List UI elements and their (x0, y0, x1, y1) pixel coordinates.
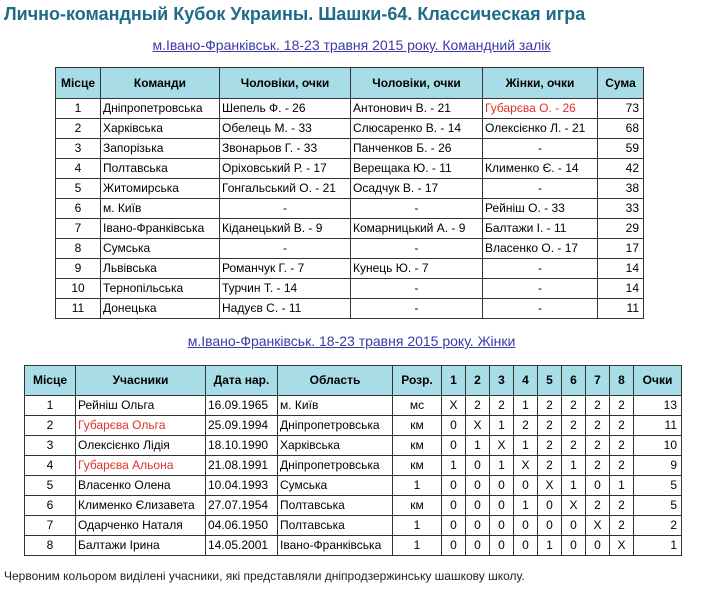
place-cell: 5 (25, 476, 76, 496)
game-result-cell: 0 (490, 516, 514, 536)
game-result-cell: X (562, 496, 586, 516)
page-title: Лично-командный Кубок Украины. Шашки-64. Классическая игра (4, 4, 586, 24)
dob-cell: 04.06.1950 (206, 516, 278, 536)
game-result-cell: 2 (514, 416, 538, 436)
game-result-cell: 0 (442, 436, 466, 456)
rank-cell: 1 (393, 536, 442, 556)
women-standings-link[interactable]: м.Івано-Франківськ. 18-23 травня 2015 року. Жінки (187, 333, 516, 349)
game-result-cell: 2 (586, 396, 610, 416)
game-result-cell: 0 (514, 516, 538, 536)
game-result-cell: 1 (538, 536, 562, 556)
men2-cell: Антонович В. - 21 (351, 99, 483, 119)
men1-cell: Звонарьов Г. - 33 (220, 139, 351, 159)
team-cell: Дніпропетровська (101, 99, 220, 119)
table-row (25, 536, 682, 556)
game-result-cell: 1 (490, 456, 514, 476)
col-header-region: Область (278, 366, 393, 396)
game-result-cell: 1 (514, 496, 538, 516)
participant-cell: Власенко Олена (76, 476, 206, 496)
col-header-game-4: 4 (514, 366, 538, 396)
region-cell: Дніпропетровська (278, 456, 393, 476)
men2-cell: - (351, 279, 483, 299)
men1-cell: Гонгальський О. - 21 (220, 179, 351, 199)
men2-cell: Осадчук В. - 17 (351, 179, 483, 199)
men2-cell: Комарницький А. - 9 (351, 219, 483, 239)
sum-cell: 11 (598, 299, 644, 319)
place-cell: 7 (25, 516, 76, 536)
rank-cell: мс (393, 396, 442, 416)
participant-cell: Клименко Єлизавета (76, 496, 206, 516)
team-cell: Тернопільська (101, 279, 220, 299)
region-cell: Полтавська (278, 516, 393, 536)
game-result-cell: 0 (562, 536, 586, 556)
game-result-cell: 1 (562, 456, 586, 476)
game-result-cell: 0 (538, 516, 562, 536)
rank-cell: км (393, 416, 442, 436)
col-header-men2: Чоловіки, очки (351, 68, 483, 99)
points-cell: 9 (634, 456, 682, 476)
place-cell: 7 (56, 219, 101, 239)
col-header-game-3: 3 (490, 366, 514, 396)
rank-cell: км (393, 456, 442, 476)
game-result-cell: X (538, 476, 562, 496)
col-header-game-7: 7 (586, 366, 610, 396)
place-cell: 2 (56, 119, 101, 139)
sum-cell: 14 (598, 259, 644, 279)
col-header-sum: Сума (598, 68, 644, 99)
dob-cell: 14.05.2001 (206, 536, 278, 556)
team-cell: Львівська (101, 259, 220, 279)
col-header-game-5: 5 (538, 366, 562, 396)
place-cell: 3 (56, 139, 101, 159)
game-result-cell: 2 (586, 456, 610, 476)
region-cell: Харківська (278, 436, 393, 456)
col-header-game-8: 8 (610, 366, 634, 396)
team-cell: Донецька (101, 299, 220, 319)
game-result-cell: 2 (538, 396, 562, 416)
table-row (56, 259, 644, 279)
game-result-cell: 0 (442, 516, 466, 536)
table-row (56, 179, 644, 199)
col-header-game-1: 1 (442, 366, 466, 396)
game-result-cell: 1 (466, 436, 490, 456)
game-result-cell: 1 (610, 476, 634, 496)
dob-cell: 18.10.1990 (206, 436, 278, 456)
game-result-cell: 0 (466, 456, 490, 476)
rank-cell: км (393, 436, 442, 456)
table-row (25, 396, 682, 416)
dob-cell: 10.04.1993 (206, 476, 278, 496)
men1-cell: Турчин Т. - 14 (220, 279, 351, 299)
team-cell: м. Київ (101, 199, 220, 219)
region-cell: Полтавська (278, 496, 393, 516)
game-result-cell: 1 (514, 436, 538, 456)
place-cell: 5 (56, 179, 101, 199)
women-cell: Клименко Є. - 14 (483, 159, 598, 179)
team-cell: Сумська (101, 239, 220, 259)
game-result-cell: 0 (490, 496, 514, 516)
col-header-rank: Розр. (393, 366, 442, 396)
game-result-cell: 0 (466, 516, 490, 536)
game-result-cell: 0 (514, 536, 538, 556)
place-cell: 8 (25, 536, 76, 556)
women-cell: Власенко О. - 17 (483, 239, 598, 259)
game-result-cell: 2 (490, 396, 514, 416)
place-cell: 4 (56, 159, 101, 179)
team-cell: Житомирська (101, 179, 220, 199)
game-result-cell: 1 (490, 416, 514, 436)
place-cell: 9 (56, 259, 101, 279)
region-cell: м. Київ (278, 396, 393, 416)
men1-cell: Надуєв С. - 11 (220, 299, 351, 319)
table-row (25, 496, 682, 516)
women-cell: - (483, 259, 598, 279)
women-standings-table (24, 365, 682, 556)
game-result-cell: X (586, 516, 610, 536)
col-header-team: Команди (101, 68, 220, 99)
points-cell: 11 (634, 416, 682, 436)
sum-cell: 17 (598, 239, 644, 259)
participant-cell: Одарченко Наталя (76, 516, 206, 536)
table-row (25, 416, 682, 436)
men1-cell: - (220, 239, 351, 259)
participant-cell: Рейніш Ольга (76, 396, 206, 416)
table-row (56, 199, 644, 219)
game-result-cell: 2 (610, 396, 634, 416)
game-result-cell: 0 (466, 536, 490, 556)
rank-cell: 1 (393, 516, 442, 536)
table-row (56, 119, 644, 139)
team-cell: Івано-Франківська (101, 219, 220, 239)
points-cell: 5 (634, 496, 682, 516)
sum-cell: 14 (598, 279, 644, 299)
sum-cell: 29 (598, 219, 644, 239)
men2-cell: Верещака Ю. - 11 (351, 159, 483, 179)
col-header-participants: Учасники (76, 366, 206, 396)
table-row (25, 436, 682, 456)
points-cell: 2 (634, 516, 682, 536)
women-cell: Олексієнко Л. - 21 (483, 119, 598, 139)
team-cell: Полтавська (101, 159, 220, 179)
game-result-cell: 0 (442, 416, 466, 436)
col-header-women: Жінки, очки (483, 68, 598, 99)
table-row (56, 99, 644, 119)
place-cell: 1 (56, 99, 101, 119)
col-header-dob: Дата нар. (206, 366, 278, 396)
game-result-cell: 0 (442, 496, 466, 516)
participant-cell: Балтажи Ірина (76, 536, 206, 556)
game-result-cell: 2 (610, 516, 634, 536)
col-header-place: Місце (56, 68, 101, 99)
sum-cell: 59 (598, 139, 644, 159)
game-result-cell: X (610, 536, 634, 556)
region-cell: Дніпропетровська (278, 416, 393, 436)
table-row (25, 516, 682, 536)
game-result-cell: 0 (490, 476, 514, 496)
dob-cell: 21.08.1991 (206, 456, 278, 476)
footer-note: Червоним кольором виділені учасники, які представляли дніпродзержинську шашкову школу. (4, 569, 525, 583)
col-header-game-2: 2 (466, 366, 490, 396)
col-header-points: Очки (634, 366, 682, 396)
region-cell: Івано-Франківська (278, 536, 393, 556)
table-row (56, 299, 644, 319)
game-result-cell: 2 (562, 416, 586, 436)
game-result-cell: 0 (586, 536, 610, 556)
game-result-cell: 0 (466, 496, 490, 516)
sum-cell: 73 (598, 99, 644, 119)
men1-cell: Обелець М. - 33 (220, 119, 351, 139)
game-result-cell: 0 (466, 476, 490, 496)
men1-cell: - (220, 199, 351, 219)
game-result-cell: 2 (538, 436, 562, 456)
game-result-cell: 0 (562, 516, 586, 536)
place-cell: 6 (25, 496, 76, 516)
place-cell: 10 (56, 279, 101, 299)
men1-cell: Оріховський Р. - 17 (220, 159, 351, 179)
game-result-cell: X (466, 416, 490, 436)
region-cell: Сумська (278, 476, 393, 496)
game-result-cell: X (514, 456, 538, 476)
participant-cell: Губарєва Альона (76, 456, 206, 476)
sum-cell: 38 (598, 179, 644, 199)
game-result-cell: 2 (610, 496, 634, 516)
men2-cell: Панченков Б. - 26 (351, 139, 483, 159)
game-result-cell: 0 (442, 476, 466, 496)
points-cell: 13 (634, 396, 682, 416)
table-header-row (56, 68, 644, 99)
table-row (25, 476, 682, 496)
table-row (25, 456, 682, 476)
game-result-cell: 2 (586, 416, 610, 436)
game-result-cell: 0 (586, 476, 610, 496)
women-cell: - (483, 179, 598, 199)
game-result-cell: 2 (466, 396, 490, 416)
team-standings-link[interactable]: м.Івано-Франківськ. 18-23 травня 2015 року. Командний залік (152, 37, 551, 53)
women-cell: - (483, 299, 598, 319)
participant-cell: Губарєва Ольга (76, 416, 206, 436)
game-result-cell: 2 (610, 456, 634, 476)
women-cell: Балтажи І. - 11 (483, 219, 598, 239)
place-cell: 3 (25, 436, 76, 456)
game-result-cell: 1 (442, 456, 466, 476)
game-result-cell: 1 (514, 396, 538, 416)
game-result-cell: 2 (562, 436, 586, 456)
table-row (56, 139, 644, 159)
place-cell: 2 (25, 416, 76, 436)
women-cell: Рейніш О. - 33 (483, 199, 598, 219)
participant-cell: Олексієнко Лідія (76, 436, 206, 456)
col-header-game-6: 6 (562, 366, 586, 396)
men2-cell: - (351, 299, 483, 319)
game-result-cell: 2 (586, 436, 610, 456)
women-cell: Губарєва О. - 26 (483, 99, 598, 119)
game-result-cell: 2 (538, 456, 562, 476)
game-result-cell: 0 (442, 536, 466, 556)
men1-cell: Кіданецький В. - 9 (220, 219, 351, 239)
game-result-cell: 2 (610, 416, 634, 436)
table-row (56, 219, 644, 239)
game-result-cell: X (442, 396, 466, 416)
table-header-row (25, 366, 682, 396)
place-cell: 11 (56, 299, 101, 319)
game-result-cell: X (490, 436, 514, 456)
place-cell: 6 (56, 199, 101, 219)
game-result-cell: 2 (562, 396, 586, 416)
points-cell: 5 (634, 476, 682, 496)
table-row (56, 159, 644, 179)
game-result-cell: 2 (538, 416, 562, 436)
rank-cell: 1 (393, 476, 442, 496)
place-cell: 8 (56, 239, 101, 259)
women-cell: - (483, 139, 598, 159)
points-cell: 10 (634, 436, 682, 456)
col-header-men1: Чоловіки, очки (220, 68, 351, 99)
game-result-cell: 0 (490, 536, 514, 556)
col-header-place: Місце (25, 366, 76, 396)
table-row (56, 279, 644, 299)
men1-cell: Шепель Ф. - 26 (220, 99, 351, 119)
team-standings-table (55, 67, 644, 319)
game-result-cell: 1 (562, 476, 586, 496)
game-result-cell: 2 (586, 496, 610, 516)
game-result-cell: 0 (514, 476, 538, 496)
men2-cell: - (351, 199, 483, 219)
rank-cell: км (393, 496, 442, 516)
team-cell: Запорізька (101, 139, 220, 159)
men2-cell: Кунець Ю. - 7 (351, 259, 483, 279)
men1-cell: Романчук Г. - 7 (220, 259, 351, 279)
women-cell: - (483, 279, 598, 299)
place-cell: 4 (25, 456, 76, 476)
game-result-cell: 2 (610, 436, 634, 456)
sum-cell: 68 (598, 119, 644, 139)
dob-cell: 25.09.1994 (206, 416, 278, 436)
game-result-cell: 0 (538, 496, 562, 516)
men2-cell: - (351, 239, 483, 259)
team-cell: Харківська (101, 119, 220, 139)
dob-cell: 16.09.1965 (206, 396, 278, 416)
table-row (56, 239, 644, 259)
place-cell: 1 (25, 396, 76, 416)
men2-cell: Слюсаренко В. - 14 (351, 119, 483, 139)
points-cell: 1 (634, 536, 682, 556)
dob-cell: 27.07.1954 (206, 496, 278, 516)
sum-cell: 33 (598, 199, 644, 219)
sum-cell: 42 (598, 159, 644, 179)
